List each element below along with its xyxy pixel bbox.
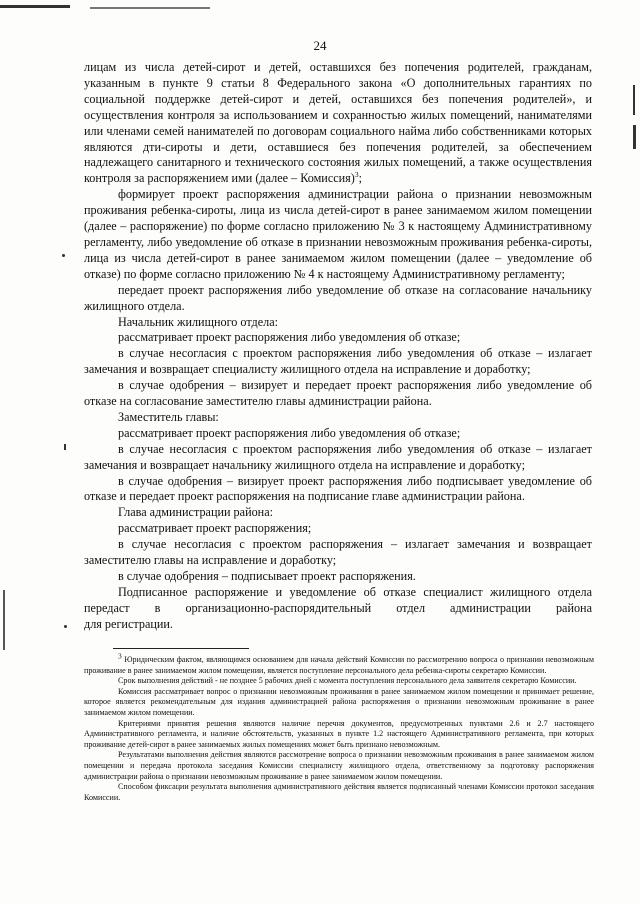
scan-mark-right [633, 85, 635, 115]
footnote-divider [113, 648, 249, 649]
scan-dot [64, 625, 67, 628]
footnotes [84, 651, 594, 803]
footnote: Критериями принятия решения являются наличие перечня документов, предусмотренных пунктами 2.6 и 2.7 настоящего Административного регламента, и наличие обстоятельств, указанных в пункте 1.2 настоящего Административного регламента, при которых проживание детей-сирот в ранее занимаемых жилых помещениях может быть признано невозможным. [84, 718, 594, 749]
footnote [84, 651, 594, 676]
paragraph: в случае одобрения – подписывает проект распоряжения. [118, 569, 416, 583]
paragraph: Заместитель главы: [118, 409, 219, 424]
footnote: Комиссия рассматривает вопрос о признании невозможным проживания в ранее занимаемом жилом помещении и принимает решение, которое является рекомендательным для издания администрацией района распоряжения о признании невозможным проживание в ранее занимаемом жилом помещении. [84, 686, 594, 717]
paragraph: рассматривает проект распоряжения либо уведомления об отказе; [118, 330, 461, 345]
paragraph: Начальник жилищного отдела: [118, 314, 278, 329]
body-text [84, 60, 592, 633]
footnote: Результатами выполнения действия являются рассмотрение вопроса о признании невозможным проживания в ранее занимаемом жилом помещении и передача протокола заседания Комиссии специалисту жилищного отдела, ответственному за подготовку распоряжения администрации района о признании невозможным проживание в ранее занимаемом жилом помещении. [84, 750, 594, 781]
scan-dot [64, 444, 66, 450]
scan-mark-top [90, 7, 210, 9]
paragraph: в случае одобрения – визирует и передает проект распоряжения либо уведомление об отказе на согласование заместителю главы администрации района. [84, 378, 592, 409]
paragraph: для регистрации. [84, 616, 173, 631]
paragraph: в случае несогласия с проектом распоряжения либо уведомления об отказе – излагает замечания и возвращает начальнику жилищного отдела на исправление и доработку; [84, 441, 592, 472]
scan-mark-left [3, 590, 5, 650]
footnote: Способом фиксации результата выполнения административного действия является подписанный членами Комиссии протокол заседания Комиссии. [84, 782, 594, 802]
page-number: 24 [313, 38, 327, 53]
paragraph-text: лицам из числа детей-сирот и детей, оставшихся без попечения родителей, гражданам, указанным в пункте 9 статьи 8 Федерального закона «О дополнительных гарантиях по социальной поддержке детей-сирот и детей, оставшихся без попечения родителей», и осуществления контроля за использованием и сохранностью жилых помещений, нанимателями или членами семей нанимателей по договорам социального найма либо собственниками которых являются дти-сироты и дети, оставшиеся без попечения родителей, за обеспечением надлежащего санитарного и технического состояния жилых помещений, а также осуществления контроля за распоряжением ими (далее – Комиссия) [84, 60, 592, 186]
paragraph: в случае несогласия с проектом распоряжения либо уведомления об отказе – излагает замечания и возвращает специалисту жилищного отдела на исправление и доработку; [84, 346, 592, 377]
scan-mark-top-left [0, 5, 70, 8]
scan-mark-right [633, 125, 636, 149]
paragraph: передает проект распоряжения либо уведомление об отказе на согласование начальнику жилищного отдела. [84, 282, 592, 313]
paragraph [84, 60, 592, 187]
paragraph: в случае несогласия с проектом распоряжения – излагает замечания и возвращает заместителю главы на исправление и доработку; [84, 537, 592, 568]
paragraph: рассматривает проект распоряжения; [118, 521, 312, 536]
paragraph: формирует проект распоряжения администрации района о признании невозможным проживания ребенка-сироты, лица из числа детей-сирот в ранее занимаемом жилом помещении (далее – распоряжение) по форме согласно приложению № 3 к настоящему Административному регламенту, либо уведомление об отказе в признании невозможным проживания ребенка-сироты, лица из числа детей-сирот в ранее занимаемом жилом помещении (далее – уведомление об отказе) по форме согласно приложению № 4 к настоящему Административному регламенту; [84, 187, 592, 281]
paragraph: рассматривает проект распоряжения либо уведомления об отказе; [118, 425, 461, 440]
footnote-ref: 3 [354, 170, 359, 180]
footnote: Срок выполнения действий - не позднее 5 рабочих дней с момента поступления персонального дела заявителя секретарю Комиссии. [118, 676, 577, 686]
paragraph: Глава администрации района: [118, 505, 273, 520]
paragraph-end: ; [358, 171, 362, 186]
paragraph: в случае одобрения – визирует проект распоряжения либо подписывает уведомление об отказе и передает проект распоряжения на подписание главе администрации района. [84, 473, 592, 504]
paragraph: Подписанное распоряжение и уведомление об отказе специалист жилищного отдела передаст в организационно-распорядительный отдел администрации района [84, 584, 592, 615]
scan-dot [62, 254, 65, 257]
footnote-number: 3 [118, 651, 122, 661]
footnote-text: Юридическим фактом, являющимся основанием для начала действий Комиссии по рассмотрению вопроса о признании невозможным проживание в ранее занимаемом жилом помещении, является поступление персонального дела ребенка-сироты секретарю Комиссии. [84, 655, 594, 675]
